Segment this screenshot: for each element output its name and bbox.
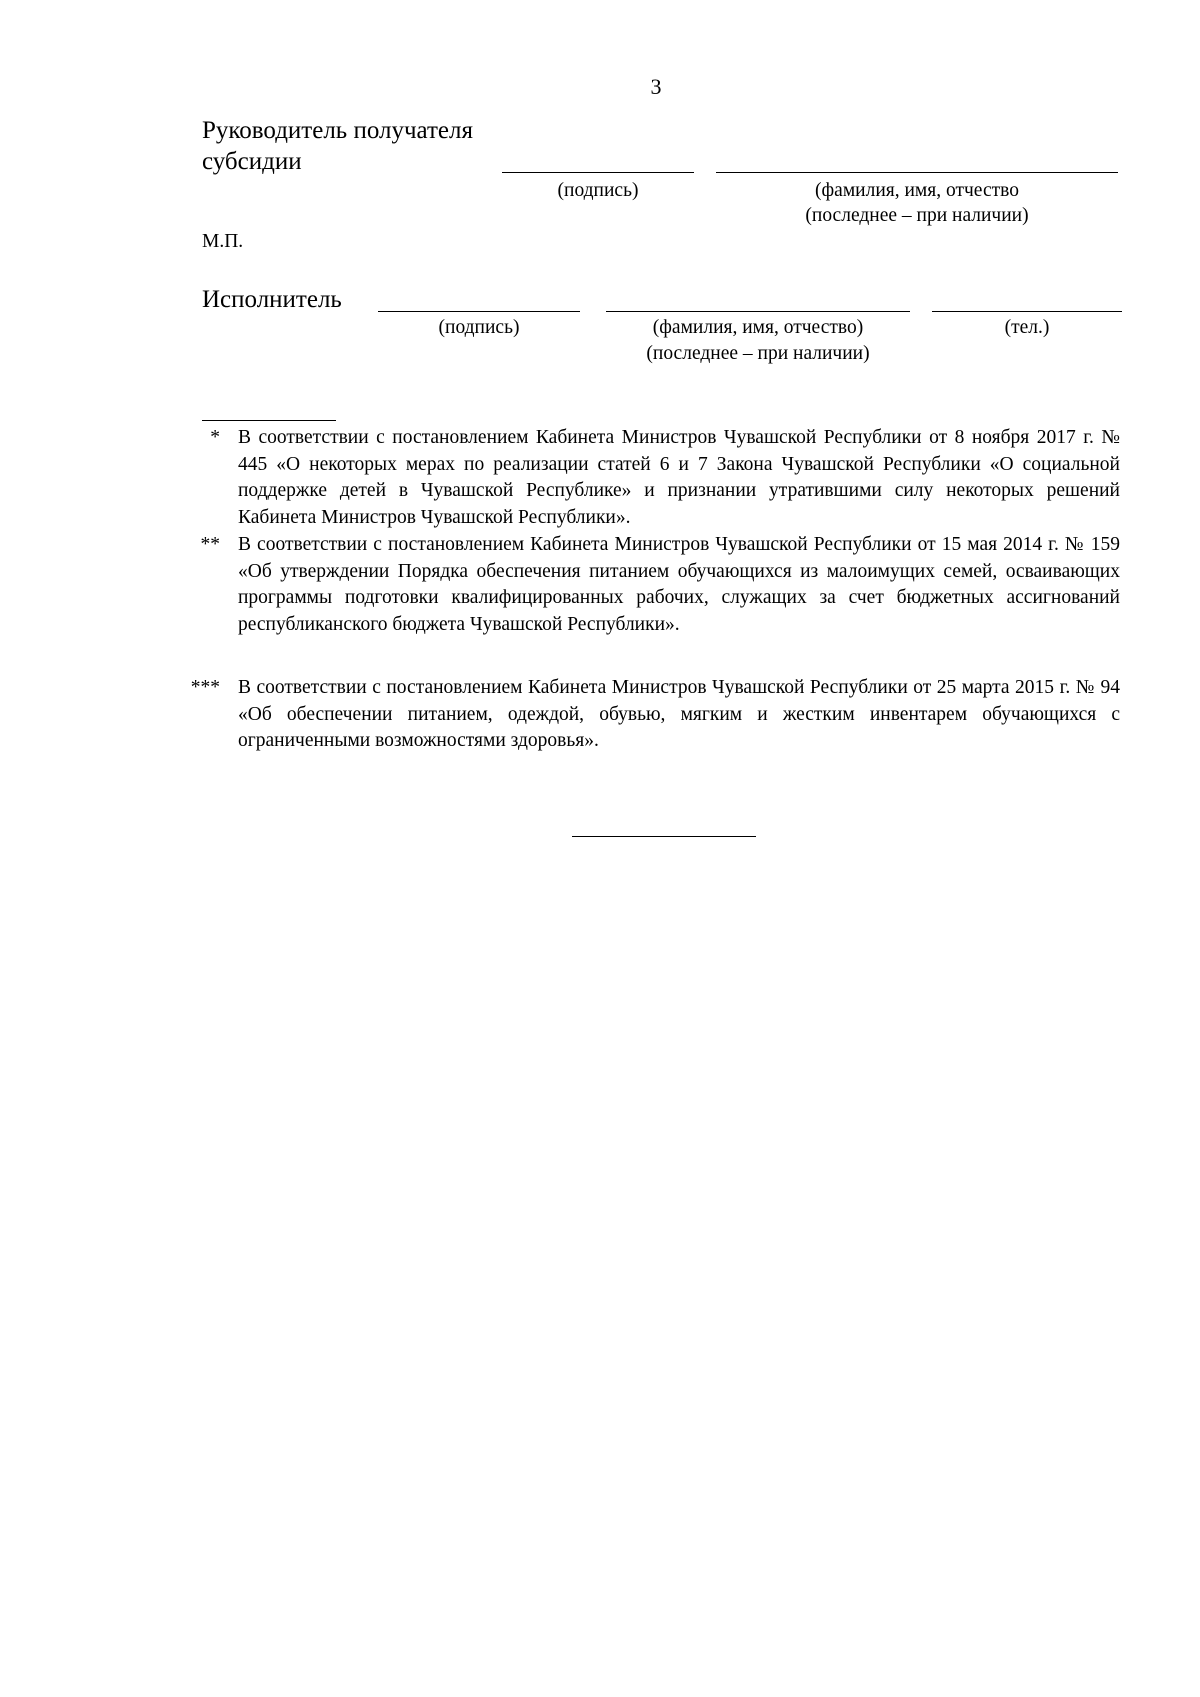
- executor-signature-line: [378, 311, 580, 312]
- executor-phone-caption: (тел.): [1004, 317, 1050, 338]
- footnote-text: В соответствии с постановлением Кабинета Министров Чувашской Республики от 25 марта 2015 г. № 94 «Об обеспечении питанием, одеждой, обувью, мягким и жестким инвентарем обучающихся с ограниченными возможностями здоровья».: [238, 677, 1120, 751]
- head-signature-line: [502, 172, 694, 173]
- head-name-line: [716, 172, 1118, 173]
- executor-name-caption-line1: (фамилия, имя, отчество): [652, 317, 864, 338]
- footnote-marker: ***: [190, 677, 220, 698]
- executor-signature-caption: (подпись): [438, 317, 520, 338]
- page-number: 3: [650, 74, 662, 99]
- footnote-1: [0, 425, 1120, 533]
- head-name-caption-line2: (последнее – при наличии): [805, 205, 1029, 226]
- footnote-text: В соответствии с постановлением Кабинета Министров Чувашской Республики от 15 мая 2014 г. № 159 «Об утверждении Порядка обеспечения питанием обучающихся из малоимущих семей, осваивающих программы подготовки квалифицированных рабочих, служащих за счет бюджетных ассигнований республиканского бюджета Чувашской Республики».: [238, 534, 1120, 635]
- footnote-text: В соответствии с постановлением Кабинета Министров Чувашской Республики от 8 ноября 2017 г. № 445 «О некоторых мерах по реализации статей 6 и 7 Закона Чувашской Республики «О социальной поддержке детей в Чувашской Республике» и признании утратившими силу некоторых решений Кабинета Министров Чувашской Республики».: [238, 427, 1120, 528]
- head-name-caption-line1: (фамилия, имя, отчество: [815, 180, 1019, 201]
- footnote-marker: *: [210, 427, 220, 448]
- footnote-3: [0, 675, 1120, 757]
- head-signature-caption: (подпись): [557, 180, 639, 201]
- stamp-label: М.П.: [202, 231, 244, 252]
- executor-title: Исполнитель: [202, 286, 342, 313]
- head-title-line2: субсидии: [202, 148, 302, 175]
- footnote-separator: [202, 420, 336, 421]
- executor-name-line: [606, 311, 910, 312]
- footnote-2: [0, 532, 1120, 672]
- executor-name-caption-line2: (последнее – при наличии): [646, 343, 870, 364]
- footnote-marker: **: [200, 534, 220, 555]
- head-title-line1: Руководитель получателя: [202, 117, 473, 144]
- end-rule: [572, 836, 756, 837]
- executor-phone-line: [932, 311, 1122, 312]
